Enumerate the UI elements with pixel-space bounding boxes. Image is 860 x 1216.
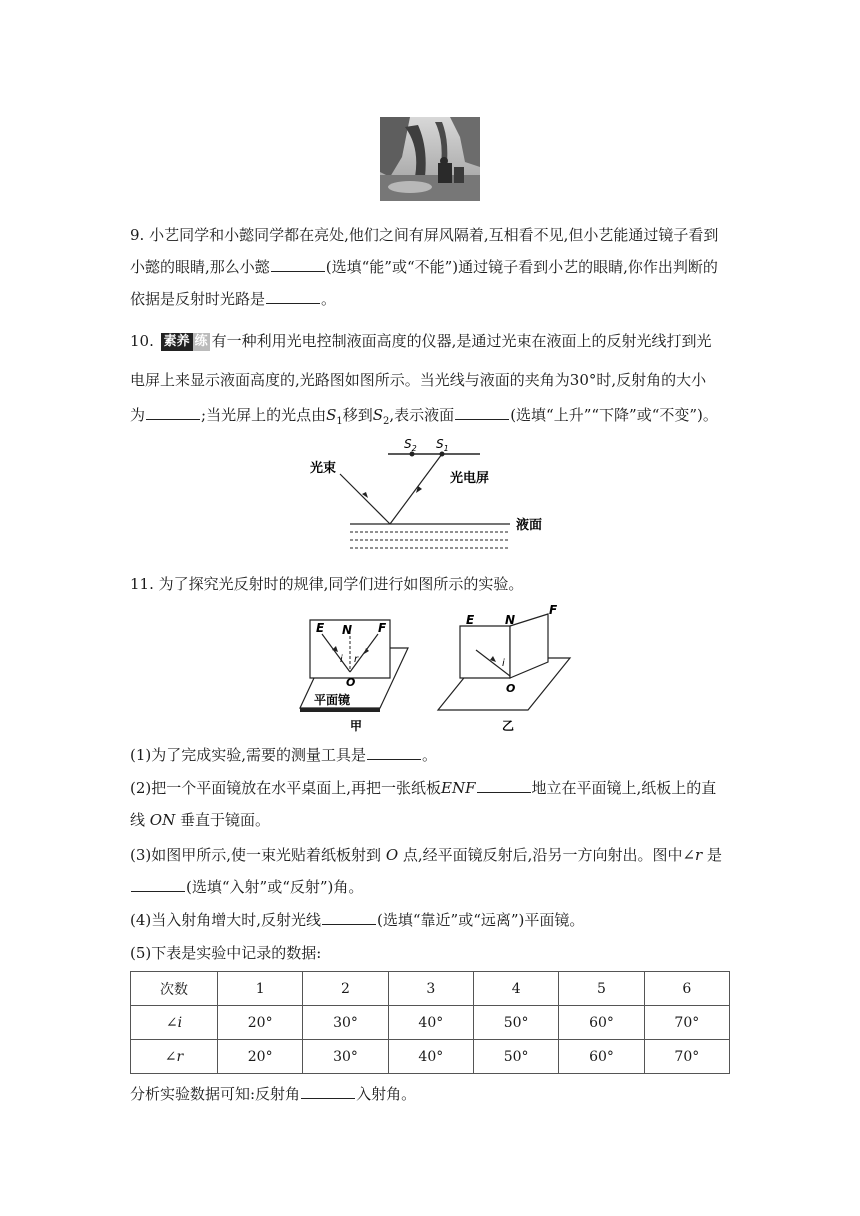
q10-line-3	[130, 405, 718, 432]
row-r-label	[131, 1040, 218, 1074]
q11-p2-text-a: (2)把一个平面镜放在水平桌面上,再把一张纸板	[130, 779, 442, 797]
q9-blank-1[interactable]	[271, 257, 325, 272]
q10-blank-2[interactable]	[455, 405, 509, 420]
table-cell: 50°	[473, 1006, 558, 1040]
q9-line-2	[130, 257, 718, 277]
q11-p2-text-b: 地立在平面镜上,纸板上的直	[531, 779, 717, 797]
s1-subscript: 1	[336, 416, 343, 427]
table-col-3: 3	[388, 972, 473, 1006]
jia-e-label: E	[316, 621, 325, 635]
s2-label: $S_2$	[404, 437, 417, 453]
jia-caption: 甲	[350, 719, 363, 733]
jia-r-label: r	[354, 654, 359, 665]
q11-p3-text-c: 是	[706, 846, 722, 864]
q10-text-2: 电屏上来显示液面高度的,光路图如图所示。当光线与液面的夹角为30°时,反射角的大小	[130, 371, 707, 389]
yi-i-label: i	[502, 658, 505, 669]
yi-caption: 乙	[502, 719, 515, 733]
jia-f-label: F	[378, 621, 387, 635]
table-col-2: 2	[303, 972, 388, 1006]
yi-o-label: O	[506, 682, 516, 695]
q10-blank-1[interactable]	[146, 405, 200, 420]
fig-yi	[438, 603, 570, 733]
q11-conclusion	[130, 1084, 416, 1104]
suyang-badge: 素养	[161, 333, 193, 351]
table-cell: 40°	[388, 1006, 473, 1040]
q10-text-3e: (选填“上升”“下降”或“不变”)。	[510, 406, 718, 424]
q11-p5	[130, 943, 321, 963]
q11-p1-end: 。	[422, 746, 438, 764]
r-symbol: r	[695, 846, 703, 864]
q11-p2-text-c: 线	[130, 811, 146, 829]
q9-text-2b: (选填“能”或“不能”)通过镜子看到小艺的眼睛,你作出判断的	[325, 258, 718, 276]
q11-intro-text: 11. 为了探究光反射时的规律,同学们进行如图所示的实验。	[130, 575, 524, 593]
yi-f-label: F	[549, 603, 558, 617]
q10-text-3c: 移到	[342, 406, 373, 424]
fig-jia	[300, 620, 408, 733]
q11-p1-text: (1)为了完成实验,需要的测量工具是	[130, 746, 367, 764]
q9-text-3b: 。	[321, 290, 337, 308]
var-r: r	[176, 1048, 184, 1065]
q9-text-2a: 小懿的眼睛,那么小懿	[130, 258, 270, 276]
q11-blank-3[interactable]	[131, 877, 185, 892]
q11-p4-text-a: (4)当入射角增大时,反射光线	[130, 911, 322, 929]
conclusion-text-b: 入射角。	[356, 1085, 417, 1103]
table-cell: 70°	[644, 1040, 729, 1074]
q11-p5-text: (5)下表是实验中记录的数据:	[130, 944, 322, 962]
s2-subscript: 2	[383, 416, 390, 427]
yi-n-label: N	[505, 613, 516, 627]
jia-o-label: O	[346, 676, 356, 689]
table-cell: 70°	[644, 1006, 729, 1040]
table-cell: 50°	[473, 1040, 558, 1074]
q9-blank-2[interactable]	[266, 289, 320, 304]
table-col-6: 6	[644, 972, 729, 1006]
q9-text-1: 9. 小艺同学和小懿同学都在亮处,他们之间有屏风隔着,互相看不见,但小艺能通过镜子看到	[130, 226, 719, 244]
q11-blank-2[interactable]	[477, 778, 531, 793]
row-i-label	[131, 1006, 218, 1040]
q10-diagram	[300, 436, 560, 556]
q11-p1	[130, 745, 437, 765]
o-symbol: O	[385, 846, 399, 864]
yi-e-label: E	[466, 613, 475, 627]
data-table	[130, 971, 730, 1074]
table-cell: 20°	[218, 1040, 303, 1074]
q10-text-1: 有一种利用光电控制液面高度的仪器,是通过光束在液面上的反射光线打到光	[211, 332, 712, 350]
liquid-surface-label: 液面	[516, 518, 543, 533]
q11-p4	[130, 910, 584, 930]
q9-line-3	[130, 289, 336, 309]
q11-p3-text-d: (选填“入射”或“反射”)角。	[186, 878, 364, 896]
q10-text-3a: 为	[130, 406, 146, 424]
reflected-ray	[390, 454, 442, 524]
incident-ray	[340, 474, 390, 524]
s2-symbol: S	[372, 406, 384, 424]
jia-i-label: i	[340, 654, 343, 665]
q10-text-3b: ;当光屏上的光点由	[201, 406, 327, 424]
lian-badge: 练	[194, 334, 208, 349]
q11-diagram	[280, 600, 600, 740]
table-col-5: 5	[559, 972, 644, 1006]
q10-line-2	[130, 370, 706, 390]
table-cell: 40°	[388, 1040, 473, 1074]
jia-mirror-edge	[300, 708, 380, 712]
table-cell: 20°	[218, 1006, 303, 1040]
table-col-4: 4	[473, 972, 558, 1006]
q11-p2	[130, 778, 716, 798]
q11-p3-line2	[130, 877, 363, 897]
table-row	[131, 1006, 730, 1040]
enf-symbol: ENF	[441, 779, 476, 797]
q11-p3	[130, 845, 722, 865]
light-beam-label: 光束	[310, 461, 337, 476]
photo-screen-label: 光电屏	[450, 471, 490, 486]
var-i: i	[177, 1014, 183, 1031]
q11-p3-text-a: (3)如图甲所示,使一束光贴着纸板射到	[130, 846, 382, 864]
q11-intro	[130, 574, 523, 594]
table-cell: 60°	[559, 1040, 644, 1074]
scene-photo	[380, 117, 480, 201]
q11-p2-line2	[130, 810, 270, 830]
table-row	[131, 1040, 730, 1074]
yi-board-right	[510, 614, 548, 678]
s1-label: $S_1$	[436, 437, 449, 453]
q10-line-1	[130, 331, 711, 351]
table-cell: 60°	[559, 1006, 644, 1040]
conclusion-text-a: 分析实验数据可知:反射角	[130, 1085, 301, 1103]
q11-blank-1[interactable]	[367, 745, 421, 760]
angle-symbol: ∠	[165, 1014, 178, 1031]
q11-p4-text-b: (选填“靠近”或“远离”)平面镜。	[377, 911, 585, 929]
q9-text-3a: 依据是反射时光路是	[130, 290, 266, 308]
angle-symbol: ∠	[164, 1048, 177, 1065]
table-header-row	[131, 972, 730, 1006]
q11-blank-4[interactable]	[322, 910, 376, 925]
table-cell: 30°	[303, 1040, 388, 1074]
table-col-1: 1	[218, 972, 303, 1006]
q11-blank-5[interactable]	[301, 1084, 355, 1099]
on-symbol: ON	[149, 811, 176, 829]
s1-symbol: S	[326, 406, 337, 424]
q10-number: 10.	[130, 332, 154, 350]
table-header-label: 次数	[131, 972, 218, 1006]
q9-line-1	[130, 225, 718, 245]
q10-text-3d: ,表示液面	[389, 406, 455, 424]
table-cell: 30°	[303, 1006, 388, 1040]
q11-p3-text-b: 点,经平面镜反射后,沿另一方向射出。图中∠	[402, 846, 696, 864]
mirror-label: 平面镜	[314, 693, 351, 707]
jia-n-label: N	[342, 623, 353, 637]
q11-p2-text-d: 垂直于镜面。	[180, 811, 271, 829]
